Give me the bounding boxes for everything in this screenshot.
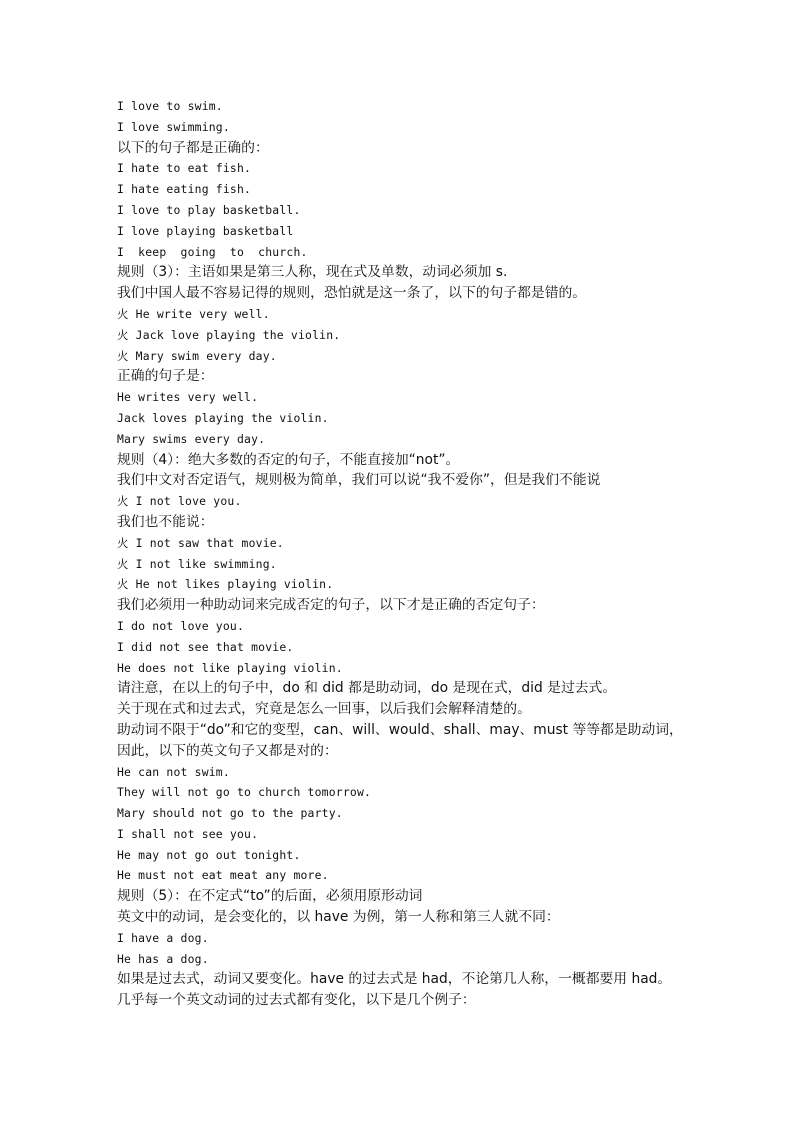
english-example-line: I love swimming. (117, 119, 230, 134)
english-example-line: He may not go out tonight. (117, 847, 301, 862)
english-example-line: Mary should not go to the party. (117, 806, 343, 821)
english-example-line: I keep going to church. (117, 244, 308, 259)
english-example-line: 火 I not saw that movie. (117, 535, 284, 550)
english-example-line: I do not love you. (117, 618, 245, 633)
chinese-text-line: 因此，以下的英文句子又都是对的： (117, 742, 338, 759)
chinese-text-line: 我们中文对否定语气，规则极为简单，我们可以说“我不爱你”，但是我们不能说 (117, 472, 601, 489)
chinese-text-line: 规则（4）：绝大多数的否定的句子，不能直接加“not”。 (117, 451, 460, 468)
english-example-line: 火 He not likes playing violin. (117, 577, 334, 592)
english-example-line: 火 Mary swim every day. (117, 348, 277, 363)
english-example-line: They will not go to church tomorrow. (117, 785, 372, 800)
chinese-text-line: 请注意，在以上的句子中，do 和 did 都是助动词，do 是现在式，did 是过去式。 (117, 680, 617, 697)
chinese-text-line: 以下的句子都是正确的： (117, 139, 269, 156)
chinese-text-line: 几乎每一个英文动词的过去式都有变化，以下是几个例子： (117, 992, 476, 1009)
chinese-text-line: 助动词不限于“do”和它的变型，can、will、would、shall、may、must 等等都是助动词， (117, 721, 683, 738)
english-example-line: I have a dog. (117, 930, 209, 945)
english-example-line: 火 Jack love playing the violin. (117, 327, 341, 342)
english-example-line: I hate to eat fish. (117, 161, 252, 176)
document-body (117, 96, 757, 1011)
english-example-line: I shall not see you. (117, 826, 259, 841)
english-example-line: He has a dog. (117, 951, 209, 966)
english-example-line: I did not see that movie. (117, 639, 294, 654)
english-example-line: I hate eating fish. (117, 182, 252, 197)
english-example-line: I love to play basketball. (117, 202, 301, 217)
chinese-text-line: 规则（3）：主语如果是第三人称，现在式及单数，动词必须加 s. (117, 264, 508, 281)
english-example-line: 火 I not like swimming. (117, 556, 277, 571)
chinese-text-line: 如果是过去式，动词又要变化。have 的过去式是 had，不论第几人称，一概都要用 had。 (117, 971, 672, 988)
english-example-line: I love playing basketball (117, 223, 294, 238)
english-example-line: He can not swim. (117, 764, 230, 779)
chinese-text-line: 正确的句子是： (117, 368, 214, 385)
english-example-line: 火 I not love you. (117, 494, 242, 509)
english-example-line: He does not like playing violin. (117, 660, 343, 675)
chinese-text-line: 关于现在式和过去式，究竟是怎么一回事，以后我们会解释清楚的。 (117, 701, 531, 718)
english-example-line: 火 He write very well. (117, 306, 270, 321)
english-example-line: Mary swims every day. (117, 431, 266, 446)
chinese-text-line: 我们也不能说： (117, 513, 214, 530)
chinese-text-line: 我们必须用一种助动词来完成否定的句子，以下才是正确的否定句子： (117, 597, 545, 614)
chinese-text-line: 英文中的动词，是会变化的，以 have 为例，第一人称和第三人就不同： (117, 909, 560, 926)
english-example-line: Jack loves playing the violin. (117, 410, 329, 425)
chinese-text-line: 规则（5）：在不定式“to”的后面，必须用原形动词 (117, 888, 423, 905)
english-example-line: I love to swim. (117, 99, 223, 113)
chinese-text-line: 我们中国人最不容易记得的规则，恐怕就是这一条了，以下的句子都是错的。 (117, 285, 587, 302)
english-example-line: He writes very well. (117, 390, 259, 405)
english-example-line: He must not eat meat any more. (117, 868, 329, 883)
